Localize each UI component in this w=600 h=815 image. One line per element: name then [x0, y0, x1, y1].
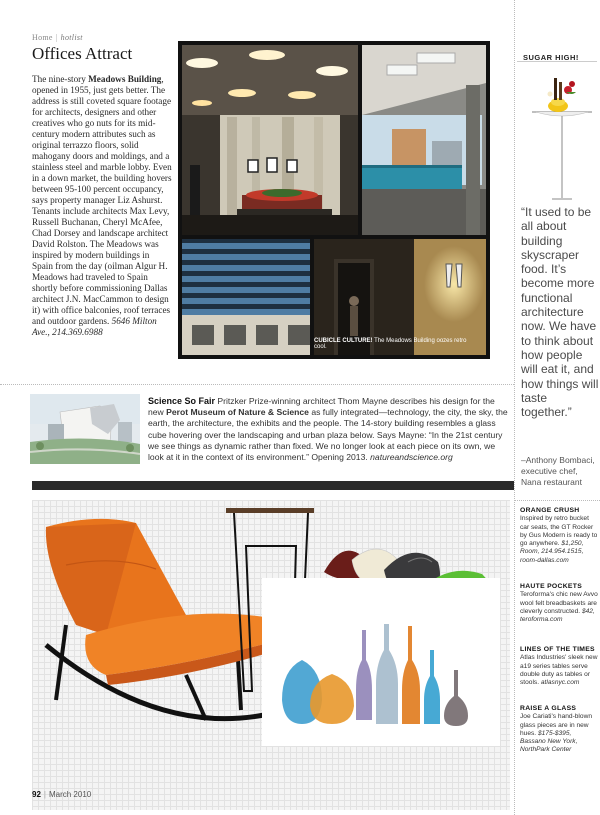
chef-quote: “It used to be all about building skyscraper food. It’s become more functional architecture now. We have to think about how people will eat it, and how things will taste together.” [521, 205, 599, 420]
science-heading: Science So Fair [148, 396, 216, 406]
building-name: Meadows Building [88, 74, 162, 84]
article-text-b: , opened in 1955, just gets better. The address is still coveted square footage for architects, designers and other creatives who go nuts for its mid-century modern attributes such as original terrazzo floors, solid mahogany doors and moldings, and a stainless steel and marble lobby. Even in a down market, the building hovers between 95-100 percent occupancy, says property manager Liz Ashurst. Tenants include architects Max Levy, Russell Buchanan, Cheryl McAfee, Chad Dorsey and landscape architect David Rolston. The Meadows was inspired by modern buildings in Spain from the day (oilman Algur H. Meadows had traveled to Spain shortly before commissioning Dallas architect J.N. MacCammon to design it) with office balconies, roof terraces and outdoor gardens. [32, 74, 172, 326]
product-text: Inspired by retro bucket car seats, the GT Rocker by Gus Modern is ready to go anywhere. [520, 515, 598, 548]
photo-caption: CUBICLE CULTURE! The Meadows Building oozes retro cool. [314, 338, 467, 350]
article-address: 5646 Milton Ave., 214.369.6988 [32, 316, 157, 337]
science-blurb [148, 396, 510, 463]
science-text-b: as fully integrated—technology, the city, the sky, the earth, the architecture, the exhibits and the people. The 14-story building resembles a glass cube hovering over the landscaping and urban plaza below. Says Mayne: “In the 21st century we see things as dynamic rather than fixed. We no longer look at each piece on its own, we look at it in the context of its environment.” Opening 2013. [148, 407, 508, 463]
sidebar-divider [514, 500, 600, 501]
product-price: $42, teroforma.com [520, 607, 595, 624]
page-footer: 92 | March 2010 [32, 790, 92, 799]
issue-date: March 2010 [48, 790, 92, 799]
product-price: atlasnyc.com [540, 679, 580, 687]
product-text: Joe Cariati's hand-blown glass pieces are in new hues. [520, 713, 592, 737]
section-bar [32, 481, 514, 490]
photo-grid [178, 41, 490, 359]
page-title: Offices Attract [32, 44, 133, 63]
breadcrumb-section[interactable]: hotlist [60, 33, 83, 42]
science-url[interactable]: natureandscience.org [370, 452, 453, 463]
quote-attribution: –Anthony Bombaci, executive chef, Nana restaurant [521, 455, 595, 487]
glass-vessels [262, 620, 500, 750]
breadcrumb: Home | hotlist [32, 33, 83, 42]
article-text-a: The nine-story [32, 74, 89, 84]
museum-rendering [30, 394, 140, 464]
product-heading: HAUTE POCKETS [520, 583, 583, 590]
product-heading: ORANGE CRUSH [520, 507, 580, 514]
product-orange-crush [520, 507, 598, 565]
product-text: Atlas Industries' sleek new a19 series tables serve double duty as tables or stools. [520, 654, 598, 687]
product-text: Teroforma's chic new Avvo wool felt breadbaskets are cleverly constructed. [520, 591, 598, 615]
product-price: $175-$395, Bassano New York, NorthPark Center [520, 729, 578, 754]
museum-name: Perot Museum of Nature & Science [166, 407, 309, 418]
product-heading: LINES OF THE TIMES [520, 646, 595, 653]
balcony-photo [362, 45, 486, 235]
horizontal-divider [0, 384, 514, 385]
breadcrumb-home[interactable]: Home [32, 33, 53, 42]
cubicle-photo [314, 239, 486, 355]
sidebar-heading: SUGAR HIGH! [523, 53, 579, 62]
product-lines-of-times [520, 646, 598, 687]
vertical-divider [514, 0, 515, 815]
photo-caption-rest: The Meadows Building oozes retro cool. [314, 338, 467, 350]
product-raise-a-glass [520, 705, 598, 755]
page-number: 92 [32, 790, 41, 799]
science-text-a: Pritzker Prize-winning architect Thom Mayne describes his design for the new [148, 396, 495, 418]
facade-photo [182, 239, 310, 355]
product-haute-pockets [520, 583, 598, 624]
dessert-illustration [526, 70, 598, 200]
article-body [32, 74, 172, 338]
lobby-photo [182, 45, 358, 235]
product-heading: RAISE A GLASS [520, 705, 577, 712]
product-price: $1,250, Room, 214.954.1515, room-dallas.com [520, 540, 584, 564]
